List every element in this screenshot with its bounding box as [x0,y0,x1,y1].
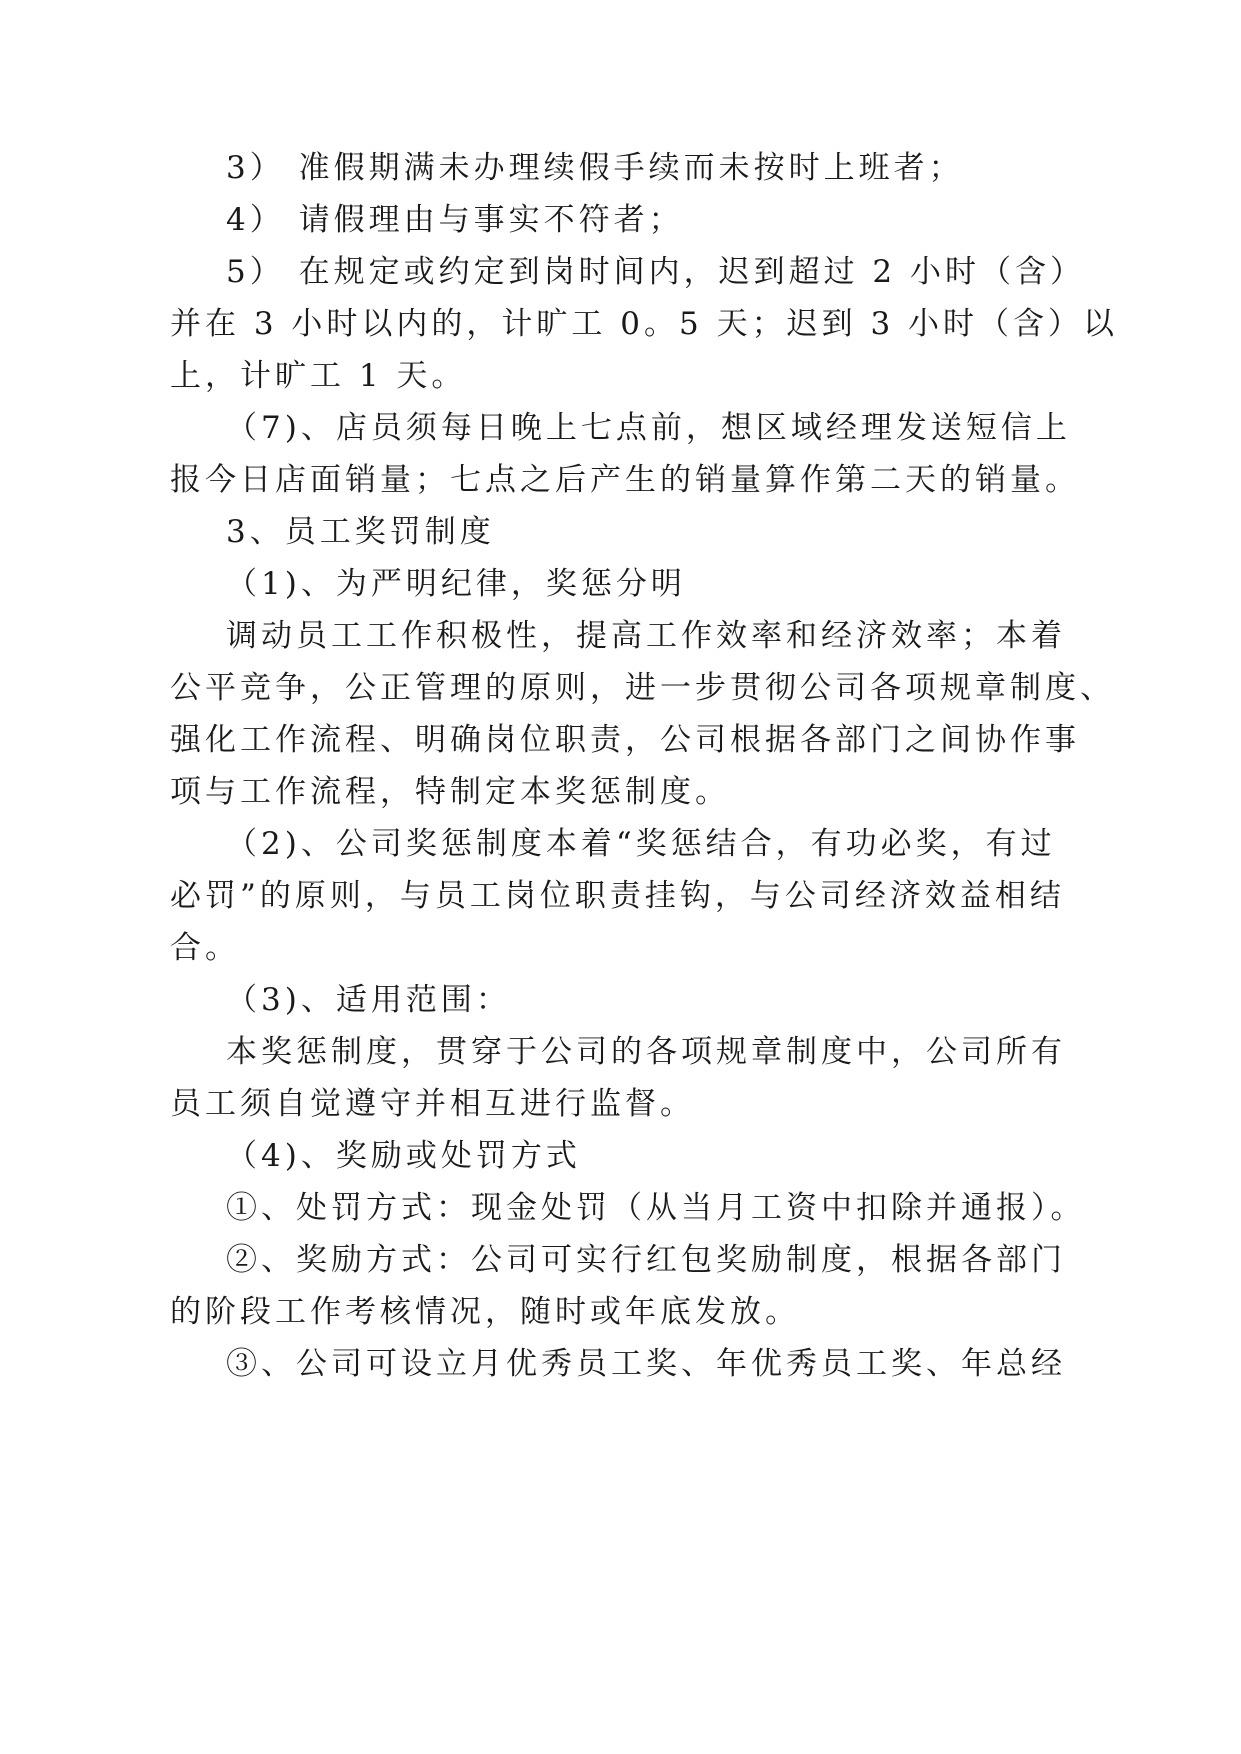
text-line: （1)、为严明纪律，奖惩分明 [226,566,686,602]
text-line: （4)、奖励或处罚方式 [226,1138,581,1174]
text-line: ①、处罚方式：现金处罚（从当月工资中扣除并通报）。 [226,1190,1086,1226]
text-line: 强化工作流程、明确岗位职责，公司根据各部门之间协作事 [170,722,1080,758]
text-line: 必罚”的原则，与员工岗位职责挂钩，与公司经济效益相结 [170,878,1065,914]
text-line: 合。 [170,930,240,966]
text-line: 员工须自觉遵守并相互进行监督。 [170,1086,695,1122]
text-line: 项与工作流程，特制定本奖惩制度。 [170,774,730,810]
text-line: 上，计旷工 1 天。 [170,358,467,394]
text-line: 调动员工工作积极性，提高工作效率和经济效率；本着 [226,618,1066,654]
text-line: 公平竞争，公正管理的原则，进一步贯彻公司各项规章制度、 [170,670,1115,706]
text-line: 4） 请假理由与事实不符者； [226,202,684,238]
text-line: 的阶段工作考核情况，随时或年底发放。 [170,1294,800,1330]
section-heading: 3、员工奖罚制度 [226,514,495,550]
text-line: 并在 3 小时以内的，计旷工 0。5 天；迟到 3 小时（含）以 [170,306,1119,342]
text-line: 3） 准假期满未办理续假手续而未按时上班者； [226,150,964,186]
text-line: 报今日店面销量；七点之后产生的销量算作第二天的销量。 [170,462,1080,498]
text-line: （7)、店员须每日晚上七点前，想区域经理发送短信上 [226,410,1071,446]
text-line: （3)、适用范围： [226,982,511,1018]
text-line: ③、公司可设立月优秀员工奖、年优秀员工奖、年总经 [226,1346,1066,1382]
text-line: 5） 在规定或约定到岗时间内，迟到超过 2 小时（含） [226,254,1086,290]
text-line: ②、奖励方式：公司可实行红包奖励制度，根据各部门 [226,1242,1066,1278]
text-line: （2)、公司奖惩制度本着“奖惩结合，有功必奖，有过 [226,826,1056,862]
text-line: 本奖惩制度，贯穿于公司的各项规章制度中，公司所有 [226,1034,1066,1070]
